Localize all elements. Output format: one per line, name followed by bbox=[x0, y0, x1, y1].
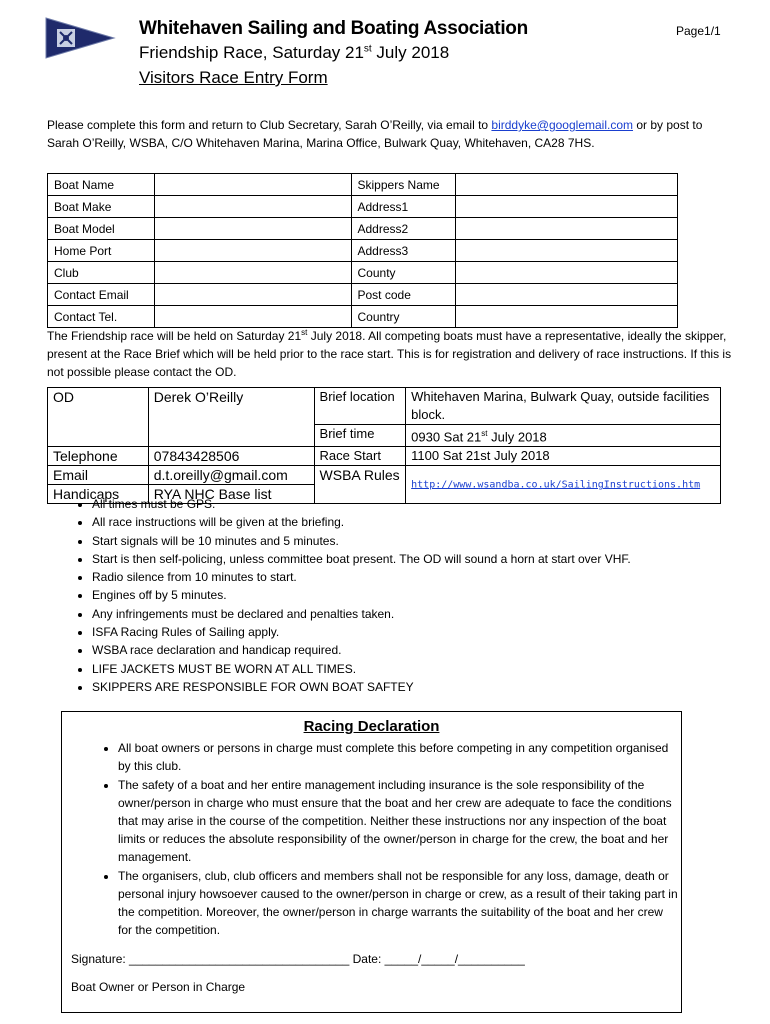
field-label: Boat Name bbox=[48, 174, 155, 196]
intro-paragraph: Please complete this form and return to Club Secretary, Sarah O’Reilly, via email to birddyke@googlemail.com or by post to Sarah O’Reilly, WSBA, C/O Whitehaven Marina, Marina Office, Bulwark Quay, Whitehaven, CA28 7HS. bbox=[47, 118, 703, 150]
field-input[interactable] bbox=[154, 196, 351, 218]
field-input[interactable] bbox=[154, 174, 351, 196]
rule-item: • WSBA race declaration and handicap required. bbox=[92, 641, 752, 659]
handicaps-label: Handicaps bbox=[48, 485, 149, 504]
brief-time-value: 0930 Sat 21st July 2018 bbox=[406, 425, 721, 447]
field-input[interactable] bbox=[154, 218, 351, 240]
declaration-list bbox=[96, 739, 678, 940]
brief-location-label: Brief location bbox=[314, 388, 406, 425]
field-input[interactable] bbox=[456, 262, 678, 284]
field-input[interactable] bbox=[456, 218, 678, 240]
rule-item: • ISFA Racing Rules of Sailing apply. bbox=[92, 623, 752, 641]
field-label: Contact Email bbox=[48, 284, 155, 306]
declaration-item: • All boat owners or persons in charge must complete this before competing in any competition organised by this club. bbox=[118, 739, 678, 775]
rule-item: • Engines off by 5 minutes. bbox=[92, 586, 752, 604]
field-label: Address3 bbox=[351, 240, 456, 262]
field-label: Post code bbox=[351, 284, 456, 306]
secretary-email-link[interactable]: birddyke@googlemail.com bbox=[491, 118, 634, 132]
od-label: OD bbox=[48, 388, 149, 447]
racing-declaration-box bbox=[61, 711, 682, 1013]
entry-row bbox=[48, 218, 678, 240]
rule-item: • All race instructions will be given at the briefing. bbox=[92, 513, 752, 531]
telephone-label: Telephone bbox=[48, 447, 149, 466]
signature-date-line[interactable]: Signature: _________________________________ Date: _____/_____/__________ bbox=[71, 952, 525, 966]
race-rules-list bbox=[70, 495, 752, 696]
rule-item: • Radio silence from 10 minutes to start. bbox=[92, 568, 752, 586]
rule-item: • Start is then self-policing, unless committee boat present. The OD will sound a horn at start over VHF. bbox=[92, 550, 752, 568]
field-label: Address2 bbox=[351, 218, 456, 240]
club-burgee-logo bbox=[44, 16, 116, 60]
race-info-table bbox=[47, 387, 721, 504]
field-input[interactable] bbox=[456, 174, 678, 196]
wsba-rules-label: WSBA Rules bbox=[314, 466, 406, 504]
handicaps-value: RYA NHC Base list bbox=[148, 485, 314, 504]
declaration-item: • The organisers, club, club officers and members shall not be responsible for any loss, damage, death or personal injury howsoever caused to the owner/person in charge or crew, as a result of their taking part in the competition. Moreover, the owner/person in charge warrants the suitability of the boat and her crew for the competition. bbox=[118, 867, 678, 939]
od-value: Derek O’Reilly bbox=[148, 388, 314, 447]
rule-item: • LIFE JACKETS MUST BE WORN AT ALL TIMES. bbox=[92, 660, 752, 678]
email-label: Email bbox=[48, 466, 149, 485]
email-value: d.t.oreilly@gmail.com bbox=[148, 466, 314, 485]
entry-row bbox=[48, 240, 678, 262]
field-input[interactable] bbox=[456, 196, 678, 218]
brief-time-label: Brief time bbox=[314, 425, 406, 447]
field-label: Country bbox=[351, 306, 456, 328]
page-number: Page1/1 bbox=[676, 24, 721, 38]
race-subtitle: Friendship Race, Saturday 21st July 2018 bbox=[139, 43, 450, 62]
declaration-title: Racing Declaration bbox=[303, 718, 440, 735]
field-input[interactable] bbox=[154, 240, 351, 262]
field-label: County bbox=[351, 262, 456, 284]
field-label: Skippers Name bbox=[351, 174, 456, 196]
rule-item: • Start signals will be 10 minutes and 5 minutes. bbox=[92, 532, 752, 550]
rule-item: • SKIPPERS ARE RESPONSIBLE FOR OWN BOAT SAFTEY bbox=[92, 678, 752, 696]
entry-row bbox=[48, 284, 678, 306]
field-input[interactable] bbox=[154, 262, 351, 284]
entry-row bbox=[48, 174, 678, 196]
field-label: Boat Model bbox=[48, 218, 155, 240]
form-title: Visitors Race Entry Form bbox=[139, 68, 328, 87]
org-title: Whitehaven Sailing and Boating Association bbox=[139, 18, 528, 39]
owner-label: Boat Owner or Person in Charge bbox=[71, 980, 246, 994]
field-input[interactable] bbox=[456, 284, 678, 306]
rule-item: • All times must be GPS. bbox=[92, 495, 752, 513]
field-label: Club bbox=[48, 262, 155, 284]
race-start-value: 1100 Sat 21st July 2018 bbox=[406, 447, 721, 466]
field-label: Home Port bbox=[48, 240, 155, 262]
telephone-value: 07843428506 bbox=[148, 447, 314, 466]
field-label: Contact Tel. bbox=[48, 306, 155, 328]
field-label: Boat Make bbox=[48, 196, 155, 218]
friendship-paragraph: The Friendship race will be held on Saturday 21st July 2018. All competing boats must have a representative, ideally the skipper, present at the Race Brief which will be held prior to the race start. This is for registration and delivery of race instructions. If this is not possible please contact the OD. bbox=[47, 328, 732, 379]
field-input[interactable] bbox=[154, 284, 351, 306]
declaration-item: • The safety of a boat and her entire management including insurance is the sole responsibility of the owner/person in charge who must ensure that the boat and her crew are adequate to face the conditions that may arise in the course of the competition. Neither these instructions nor any inspection of the boat limits or reduces the absolute responsibility of the owner/person in charge for the crew, the boat and her management. bbox=[118, 776, 678, 866]
entry-form-table bbox=[47, 173, 678, 328]
field-label: Address1 bbox=[351, 196, 456, 218]
race-start-label: Race Start bbox=[314, 447, 406, 466]
entry-row bbox=[48, 196, 678, 218]
field-input[interactable] bbox=[456, 240, 678, 262]
entry-row bbox=[48, 262, 678, 284]
wsba-rules-link[interactable]: http://www.wsandba.co.uk/SailingInstructions.htm bbox=[411, 479, 701, 491]
brief-location-value: Whitehaven Marina, Bulwark Quay, outside facilities block. bbox=[406, 388, 721, 425]
rule-item: • Any infringements must be declared and penalties taken. bbox=[92, 605, 752, 623]
